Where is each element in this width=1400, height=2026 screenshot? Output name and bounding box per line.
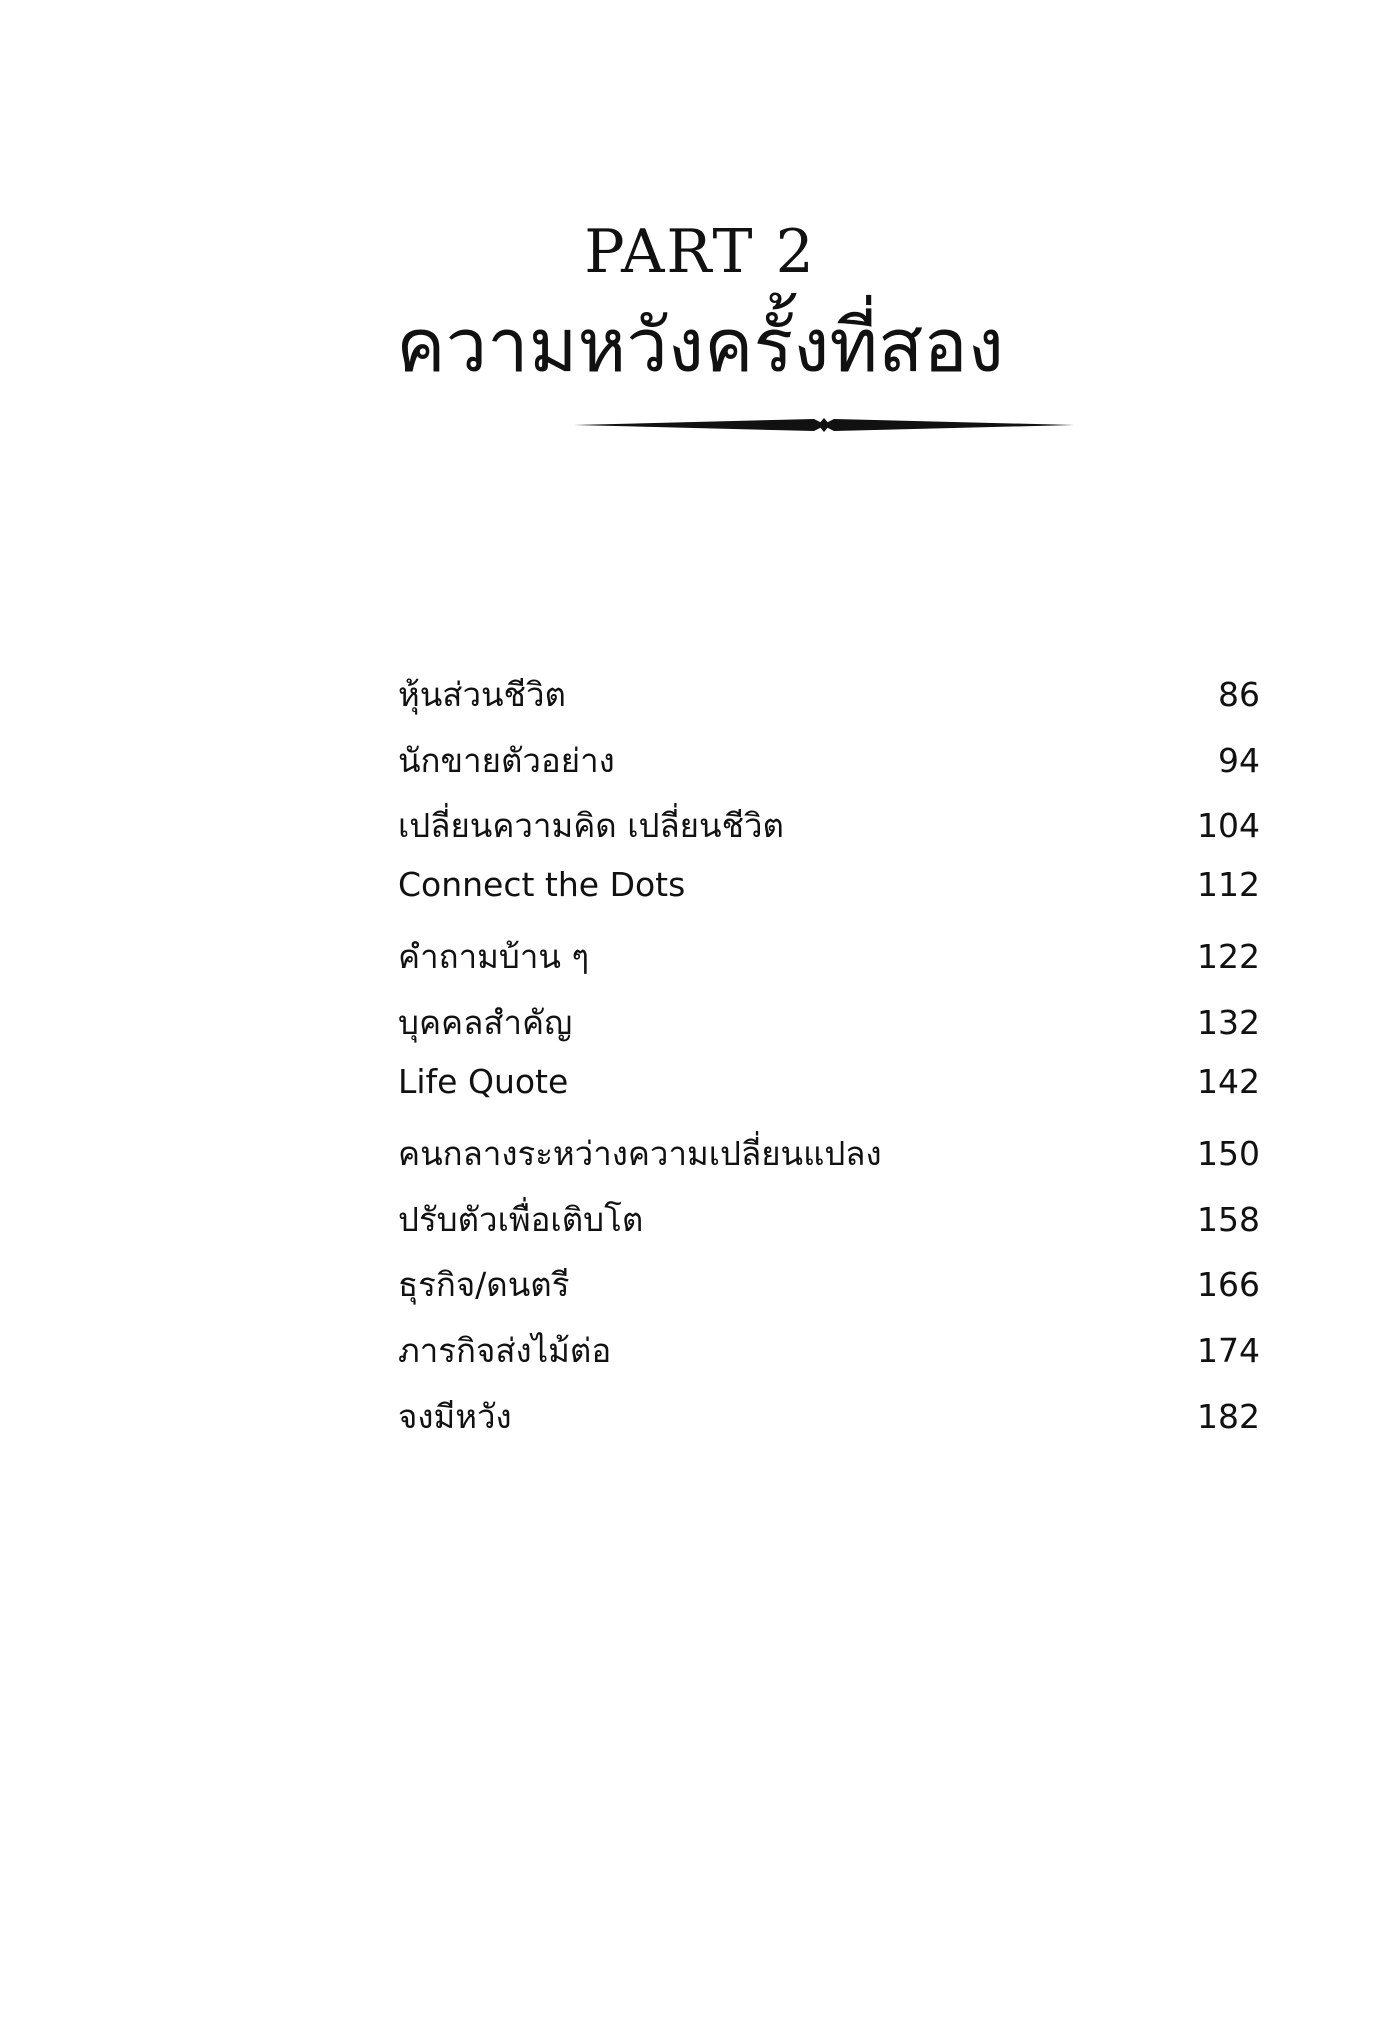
toc-entry: [398, 799, 1260, 865]
toc-entry-page: 86: [1218, 675, 1260, 714]
toc-entry-title: บุคคลสำคัญ: [398, 1002, 573, 1042]
part-title: ความหวังครั้งที่สอง: [396, 303, 1004, 389]
toc-entry-title: เปลี่ยนความคิด เปลี่ยนชีวิต: [398, 806, 784, 846]
toc-entry: [398, 734, 1260, 800]
toc-entry-title: จงมีหวัง: [398, 1396, 512, 1436]
toc-entry-title: Connect the Dots: [398, 864, 686, 904]
toc-entry-page: 166: [1197, 1265, 1260, 1305]
toc-entry: [398, 1062, 1260, 1128]
toc-entry: [398, 1193, 1260, 1259]
toc-entry-title: ภารกิจส่งไม้ต่อ: [398, 1330, 612, 1370]
toc-entry-page: 104: [1197, 806, 1260, 846]
toc-entry: [398, 668, 1260, 734]
toc-entry-page: 94: [1218, 740, 1260, 780]
toc-entry-page: 142: [1197, 1061, 1260, 1101]
toc-entry: [398, 996, 1260, 1062]
table-of-contents: [398, 668, 1260, 1455]
toc-entry-page: 174: [1197, 1330, 1260, 1370]
toc-entry-title: คำถามบ้าน ๆ: [398, 937, 590, 977]
toc-entry-page: 112: [1197, 864, 1260, 904]
toc-entry: [398, 865, 1260, 931]
toc-entry-title: ธุรกิจ/ดนตรี: [398, 1265, 570, 1305]
toc-entry: [398, 1127, 1260, 1193]
toc-entry-page: 150: [1197, 1134, 1260, 1174]
toc-entry: [398, 1258, 1260, 1324]
toc-entry-title: หุ้นส่วนชีวิต: [398, 675, 566, 714]
toc-entry: [398, 1390, 1260, 1456]
ornament-divider: [574, 410, 1074, 440]
toc-entry-title: คนกลางระหว่างความเปลี่ยนแปลง: [398, 1134, 882, 1174]
toc-entry-page: 122: [1197, 937, 1260, 977]
toc-entry-title: ปรับตัวเพื่อเติบโต: [398, 1199, 644, 1239]
part-label: PART 2: [584, 217, 816, 287]
toc-entry: [398, 1324, 1260, 1390]
toc-entry-page: 182: [1197, 1396, 1260, 1436]
toc-entry: [398, 930, 1260, 996]
toc-entry-title: Life Quote: [398, 1061, 569, 1101]
toc-entry-page: 158: [1197, 1199, 1260, 1239]
toc-entry-page: 132: [1197, 1002, 1260, 1042]
toc-entry-title: นักขายตัวอย่าง: [398, 740, 615, 780]
